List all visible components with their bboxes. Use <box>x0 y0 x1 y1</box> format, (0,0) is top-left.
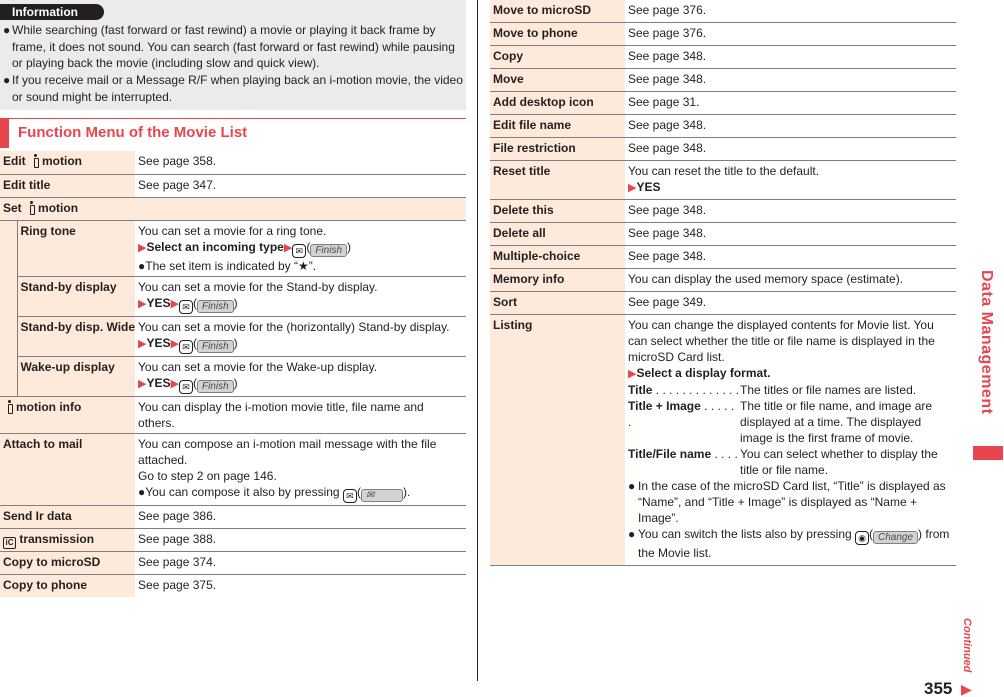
row-value: You can compose an i-motion mail message with the file attached. Go to step 2 on page 146. ●You can compose it also by pressing ✉ ( ✉ ). <box>135 433 466 505</box>
row-value: See page 358. <box>135 151 466 174</box>
table-row <box>490 114 956 137</box>
table-row <box>0 356 466 396</box>
row-value: See page 374. <box>135 551 466 574</box>
table-row <box>0 528 466 551</box>
table-row <box>490 199 956 222</box>
finish-softkey-icon: Finish <box>310 244 347 257</box>
row-value: You can reset the title to the default. ▶YES <box>625 160 956 199</box>
row-label: Edit title <box>0 174 135 197</box>
row-value: See page 376. <box>625 22 956 45</box>
finish-softkey-icon: Finish <box>197 300 234 313</box>
table-row <box>0 396 466 433</box>
arrow-icon: ▶ <box>138 337 147 350</box>
table-row <box>490 268 956 291</box>
column-divider <box>477 0 478 681</box>
arrow-icon: ▶ <box>170 377 179 390</box>
finish-softkey-icon: Finish <box>197 340 234 353</box>
row-value: See page 347. <box>135 174 466 197</box>
table-row <box>490 160 956 199</box>
arrow-icon: ▶ <box>170 297 179 310</box>
row-label: Copy to phone <box>0 574 135 597</box>
row-label: Move <box>490 68 625 91</box>
table-row <box>490 291 956 314</box>
table-row <box>0 220 466 276</box>
row-value: See page 348. <box>625 245 956 268</box>
mail-key-icon: ✉ <box>179 300 193 314</box>
row-value: You can display the i-motion movie title, file name and others. <box>135 396 466 433</box>
row-label: File restriction <box>490 137 625 160</box>
row-value: See page 348. <box>625 137 956 160</box>
table-row <box>490 314 956 565</box>
row-label: Memory info <box>490 268 625 291</box>
row-value: See page 348. <box>625 45 956 68</box>
information-tag: Information <box>0 4 104 20</box>
table-row <box>0 505 466 528</box>
row-label: motion info <box>0 396 135 433</box>
row-value: You can set a movie for the (horizontally) Stand-by display. ▶YES▶ ✉ ( Finish ) <box>135 316 466 356</box>
row-value: You can display the used memory space (estimate). <box>625 268 956 291</box>
table-row <box>0 433 466 505</box>
row-value: You can set a movie for the Wake-up display. ▶YES▶ ✉ ( Finish ) <box>135 356 466 396</box>
row-label: Copy <box>490 45 625 68</box>
table-row <box>490 0 956 22</box>
arrow-icon: ▶ <box>138 377 147 390</box>
information-box <box>0 0 466 110</box>
table-row <box>490 22 956 45</box>
row-label: Add desktop icon <box>490 91 625 114</box>
row-value: See page 31. <box>625 91 956 114</box>
row-label: Wake-up display <box>17 356 135 396</box>
info-item-2: ● If you receive mail or a Message R/F when playing back an i-motion movie, the video or sound might be interrupted. <box>3 73 463 104</box>
group-label: Set motion <box>0 197 466 220</box>
arrow-icon: ▶ <box>628 181 637 194</box>
table-row <box>490 245 956 268</box>
row-value: See page 388. <box>135 528 466 551</box>
side-marker-bar <box>973 446 1003 460</box>
imode-icon <box>31 154 40 166</box>
continued-label: Continued <box>961 618 973 673</box>
row-value: You can set a movie for the Stand-by display. ▶YES▶ ✉ ( Finish ) <box>135 276 466 316</box>
row-label: Ring tone <box>17 220 135 276</box>
row-label: Reset title <box>490 160 625 199</box>
row-label: Copy to microSD <box>0 551 135 574</box>
camera-key-icon: ◉ <box>855 531 869 545</box>
row-label: Sort <box>490 291 625 314</box>
row-label: Move to microSD <box>490 0 625 22</box>
change-softkey-icon: Change <box>873 531 918 544</box>
table-row <box>0 174 466 197</box>
row-value: See page 376. <box>625 0 956 22</box>
row-value: You can change the displayed contents for Movie list. You can select whether the title or file name is displayed in the microSD Card list. ▶Select a display format. Title . . . . . . . . . . . . . The titles or file names are listed. Title + Image . . . . . . The title or file name, and image are displayed at a time. The displayed image is the first frame of movie. Title/File name . . . . You can select whether to display the title or file name. ● In the case of the microSD Card list, “Title” is displayed as “Name”, and “Title + Image” is displayed as “Name + Image”. ● You can switch the lists also by pressing ◉ ( Change ) from the Movie list. <box>625 314 956 565</box>
mail-key-icon: ✉ <box>343 489 357 503</box>
table-row <box>490 91 956 114</box>
table-row <box>0 551 466 574</box>
ir-transmission-icon: iC <box>3 537 16 549</box>
table-row <box>490 45 956 68</box>
table-row <box>490 137 956 160</box>
section-title: Function Menu of the Movie List <box>0 118 466 148</box>
right-function-table <box>490 0 956 566</box>
mail-key-icon: ✉ <box>292 244 306 258</box>
group-indent <box>0 220 17 396</box>
arrow-icon: ▶ <box>283 241 293 254</box>
table-row <box>0 574 466 597</box>
row-label: Move to phone <box>490 22 625 45</box>
table-row <box>490 68 956 91</box>
page-number: 355 <box>924 679 953 697</box>
table-row <box>490 222 956 245</box>
info-item-1: ● While searching (fast forward or fast rewind) a movie or playing it back frame by frame, it does not sound. You can search (fast forward or fast rewind) while pausing or playing back the movie (including slow and quick view). <box>3 23 455 70</box>
row-value: See page 348. <box>625 68 956 91</box>
table-row <box>0 151 466 174</box>
arrow-icon: ▶ <box>138 241 147 254</box>
imode-icon <box>5 400 14 412</box>
row-label: Edit file name <box>490 114 625 137</box>
row-label: Delete all <box>490 222 625 245</box>
row-label: iC transmission <box>0 528 135 551</box>
row-label: Send Ir data <box>0 505 135 528</box>
table-row <box>0 197 466 220</box>
mail-softkey-icon: ✉ <box>361 489 403 502</box>
row-label: Listing <box>490 314 625 565</box>
row-label: Edit motion <box>0 151 135 174</box>
side-section-title: Data Management <box>978 270 995 415</box>
arrow-icon: ▶ <box>138 297 147 310</box>
mail-key-icon: ✉ <box>179 340 193 354</box>
continued-arrow-icon: ▶ <box>961 681 972 697</box>
arrow-icon: ▶ <box>170 337 179 350</box>
row-value: See page 386. <box>135 505 466 528</box>
finish-softkey-icon: Finish <box>197 380 234 393</box>
arrow-icon: ▶ <box>628 367 637 380</box>
row-value: See page 348. <box>625 222 956 245</box>
mail-key-icon: ✉ <box>179 380 193 394</box>
row-label: Delete this <box>490 199 625 222</box>
left-function-table <box>0 151 466 597</box>
row-value: See page 349. <box>625 291 956 314</box>
row-label: Attach to mail <box>0 433 135 505</box>
row-label: Stand-by display <box>17 276 135 316</box>
table-row <box>0 276 466 316</box>
row-value: See page 348. <box>625 114 956 137</box>
row-value: See page 375. <box>138 577 217 592</box>
row-value: You can set a movie for a ring tone. ▶Select an incoming type▶ ✉ ( Finish ) ●The set item is indicated by “★”. <box>135 220 466 276</box>
table-row <box>0 316 466 356</box>
row-value: See page 348. <box>625 199 956 222</box>
row-label: Multiple-choice <box>490 245 625 268</box>
imode-icon <box>27 201 36 213</box>
row-label: Stand-by disp. Wide <box>17 316 135 356</box>
